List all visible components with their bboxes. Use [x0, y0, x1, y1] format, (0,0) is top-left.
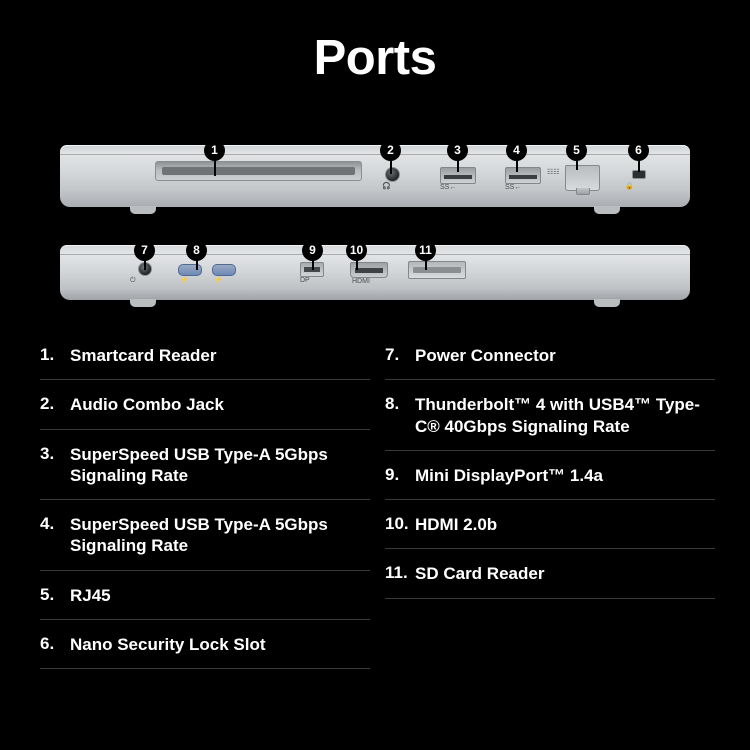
leader-9	[312, 260, 314, 270]
legend-item-label: Audio Combo Jack	[70, 395, 224, 415]
smartcard-slot-inner	[162, 167, 355, 175]
page-title: Ports	[313, 31, 437, 85]
legend-item-number: 10.	[385, 514, 409, 533]
legend-item	[40, 345, 370, 380]
legend-item-number: 6.	[40, 633, 55, 653]
legend-item-label: Mini DisplayPort™ 1.4a	[415, 465, 603, 485]
network-icon: ☷☷	[547, 169, 560, 176]
legend-item-number: 5.	[40, 584, 55, 604]
legend-item-number: 3.	[40, 443, 55, 463]
legend-item-label: Smartcard Reader	[70, 346, 217, 365]
audio-combo-jack-port	[385, 167, 400, 182]
usb-a-port-4	[505, 167, 541, 184]
thunderbolt-icon-a: ⚡	[180, 277, 189, 284]
legend-item-label: SD Card Reader	[415, 564, 545, 584]
callout-2: 2	[380, 140, 401, 161]
lid-seam-line	[60, 154, 690, 155]
legend-item-number: 4.	[40, 514, 55, 533]
laptop-foot-left	[130, 206, 156, 214]
headset-icon: 🎧	[382, 183, 391, 190]
legend-item-number: 9.	[385, 464, 400, 484]
legend-item	[385, 563, 715, 598]
legend-item-label: RJ45	[70, 585, 111, 605]
legend-item	[40, 634, 370, 669]
thunderbolt-port-a	[178, 264, 202, 276]
leader-8	[196, 260, 198, 270]
legend-item-number: 8.	[385, 394, 400, 414]
laptop-foot-right-2	[594, 299, 620, 307]
legend-item-label: SuperSpeed USB Type-A 5Gbps Signaling Rate	[70, 515, 328, 556]
laptop-foot-right	[594, 206, 620, 214]
thunderbolt-icon-b: ⚡	[214, 277, 223, 284]
ports-legend	[0, 345, 750, 705]
leader-1	[214, 160, 216, 176]
legend-item-number: 7.	[385, 345, 400, 364]
smartcard-reader-port	[155, 161, 362, 181]
laptop-right-side-profile	[60, 145, 690, 207]
callout-5: 5	[566, 140, 587, 161]
legend-item-number: 1.	[40, 345, 55, 364]
callout-11: 11	[415, 240, 436, 261]
callout-10: 10	[346, 240, 367, 261]
displayport-icon: DP	[300, 277, 310, 284]
thunderbolt-port-b	[212, 264, 236, 276]
usb-icon-3: SS←	[440, 184, 457, 191]
callout-4: 4	[506, 140, 527, 161]
legend-item-label: Nano Security Lock Slot	[70, 634, 266, 654]
legend-item	[40, 585, 370, 620]
legend-item-number: 11.	[385, 563, 408, 583]
rj45-ethernet-port	[565, 165, 600, 191]
callout-1: 1	[204, 140, 225, 161]
legend-item	[40, 514, 370, 571]
callout-6: 6	[628, 140, 649, 161]
leader-10	[356, 260, 358, 270]
lid-seam-line-2	[60, 254, 690, 255]
legend-item-label: Power Connector	[415, 346, 556, 365]
legend-item	[385, 394, 715, 451]
legend-item-label: SuperSpeed USB Type-A 5Gbps Signaling Rate	[70, 444, 328, 485]
lock-icon: 🔒	[625, 183, 634, 190]
leader-11	[425, 260, 427, 270]
laptop-foot-left-2	[130, 299, 156, 307]
callout-3: 3	[447, 140, 468, 161]
callout-9: 9	[302, 240, 323, 261]
legend-item	[385, 345, 715, 380]
power-icon: ⏻	[130, 277, 136, 284]
legend-item	[40, 394, 370, 429]
legend-column-right	[385, 345, 715, 599]
leader-7	[144, 260, 146, 270]
legend-item	[40, 444, 370, 501]
hdmi-icon: HDMI	[352, 278, 370, 285]
laptop-illustrations	[0, 130, 750, 320]
legend-item-label: HDMI 2.0b	[415, 515, 498, 534]
legend-item	[385, 514, 715, 549]
sd-card-reader-slot	[408, 261, 466, 279]
legend-column-left	[40, 345, 370, 669]
leader-6	[638, 160, 640, 172]
legend-item-label: Thunderbolt™ 4 with USB4™ Type-C® 40Gbps Signaling Rate	[415, 395, 700, 436]
usb-icon-4: SS←	[505, 184, 522, 191]
callout-8: 8	[186, 240, 207, 261]
leader-2	[390, 160, 392, 174]
leader-5	[576, 160, 578, 170]
legend-item	[385, 465, 715, 500]
leader-3	[457, 160, 459, 172]
legend-item-number: 2.	[40, 394, 55, 414]
leader-4	[516, 160, 518, 172]
callout-7: 7	[134, 240, 155, 261]
